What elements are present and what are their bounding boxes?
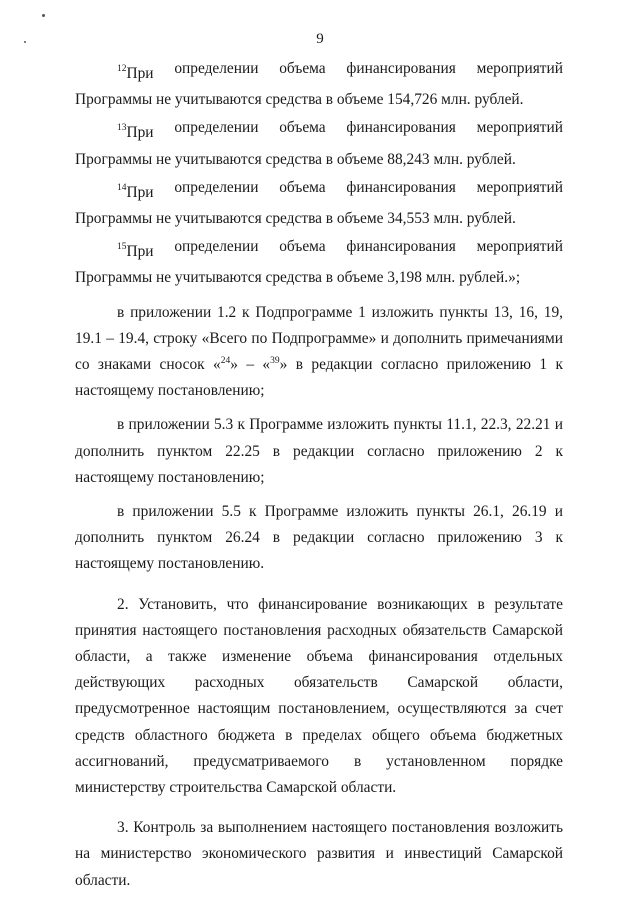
footnote-word: определении xyxy=(174,238,259,256)
footnote-continuation: Программы не учитываются средства в объеме 34,553 млн. рублей. xyxy=(75,210,516,228)
document-body xyxy=(75,56,563,894)
footnote-first-line xyxy=(75,234,563,265)
paragraph-3: 3. Контроль за выполнением настоящего постановления возложить на министерство экономического развития и инвестиций Самарской области. xyxy=(75,819,563,889)
footnote-word: При xyxy=(126,65,154,82)
footnote-ref: 24 xyxy=(220,356,231,367)
footnote-word: определении xyxy=(174,178,259,196)
footnote-13 xyxy=(75,115,563,172)
footnote-first-line xyxy=(75,115,563,146)
footnote-word: объема xyxy=(279,119,326,137)
footnote-first-line xyxy=(75,56,563,87)
footnote-word: финансирования xyxy=(346,119,456,137)
paragraph-appendix-5-5: в приложении 5.5 к Программе изложить пункты 26.1, 26.19 и дополнить пунктом 26.24 в редакции согласно приложению 3 к настоящему постановлению. xyxy=(75,503,563,573)
footnote-word: При xyxy=(126,243,154,261)
footnote-number: 12 xyxy=(117,64,127,74)
footnote-12 xyxy=(75,56,563,113)
footnote-word: мероприятий xyxy=(476,178,563,196)
footnote-word: объема xyxy=(279,60,326,77)
footnote-word: финансирования xyxy=(346,178,456,196)
footnote-number: 14 xyxy=(117,182,127,193)
footnote-word: мероприятий xyxy=(476,238,563,256)
footnote-first-line xyxy=(75,175,563,206)
footnote-word: При xyxy=(126,183,154,201)
footnote-14 xyxy=(75,175,563,232)
footnote-ref: 39 xyxy=(270,356,280,367)
footnote-word: мероприятий xyxy=(476,119,563,137)
paragraph-2: 2. Установить, что финансирование возникающих в результате принятия настоящего постановления расходных обязательств Самарской области, а также изменение объема финансирования отдельных действующих расходных обязательств Самарской области, предусмотренное настоящим постановлением, осуществляются за счет средств областного бюджета в пределах общего объема бюджетных ассигнований, предусматриваемого в установленном порядке министерству строительства Самарской области. xyxy=(75,595,563,797)
footnote-word: мероприятий xyxy=(476,60,563,77)
footnote-word: финансирования xyxy=(346,238,456,256)
footnote-15 xyxy=(75,234,563,291)
footnote-word: определении xyxy=(174,119,259,137)
footnote-continuation: Программы не учитываются средства в объеме 154,726 млн. рублей. xyxy=(75,91,524,109)
footnote-word: финансирования xyxy=(346,60,456,77)
paragraph-appendix-5-3: в приложении 5.3 к Программе изложить пункты 11.1, 22.3, 22.21 и дополнить пунктом 22.25 в редакции согласно приложению 2 к настоящему постановлению; xyxy=(75,416,563,486)
footnote-number: 15 xyxy=(117,242,127,253)
footnote-word: объема xyxy=(279,178,326,196)
page-number: 9 xyxy=(316,31,324,47)
footnote-word: При xyxy=(126,124,154,142)
footnote-continuation: Программы не учитываются средства в объеме 88,243 млн. рублей. xyxy=(75,150,516,168)
paragraph-appendix-1-2: в приложении 1.2 к Подпрограмме 1 изложить пункты 13, 16, 19, 19.1 – 19.4, строку «Всего по Подпрограмме» и дополнить примечаниями со знаками сносок «$^{24}$» – «$^{39}$» в редакции согласно приложению 1 к настоящему постановлению; xyxy=(75,303,563,400)
footnote-number: 13 xyxy=(117,123,127,134)
footnote-continuation: Программы не учитываются средства в объеме 3,198 млн. рублей.»; xyxy=(75,269,521,287)
footnote-word: определении xyxy=(174,60,259,77)
scan-mark xyxy=(42,14,45,17)
footnote-word: объема xyxy=(279,238,326,256)
